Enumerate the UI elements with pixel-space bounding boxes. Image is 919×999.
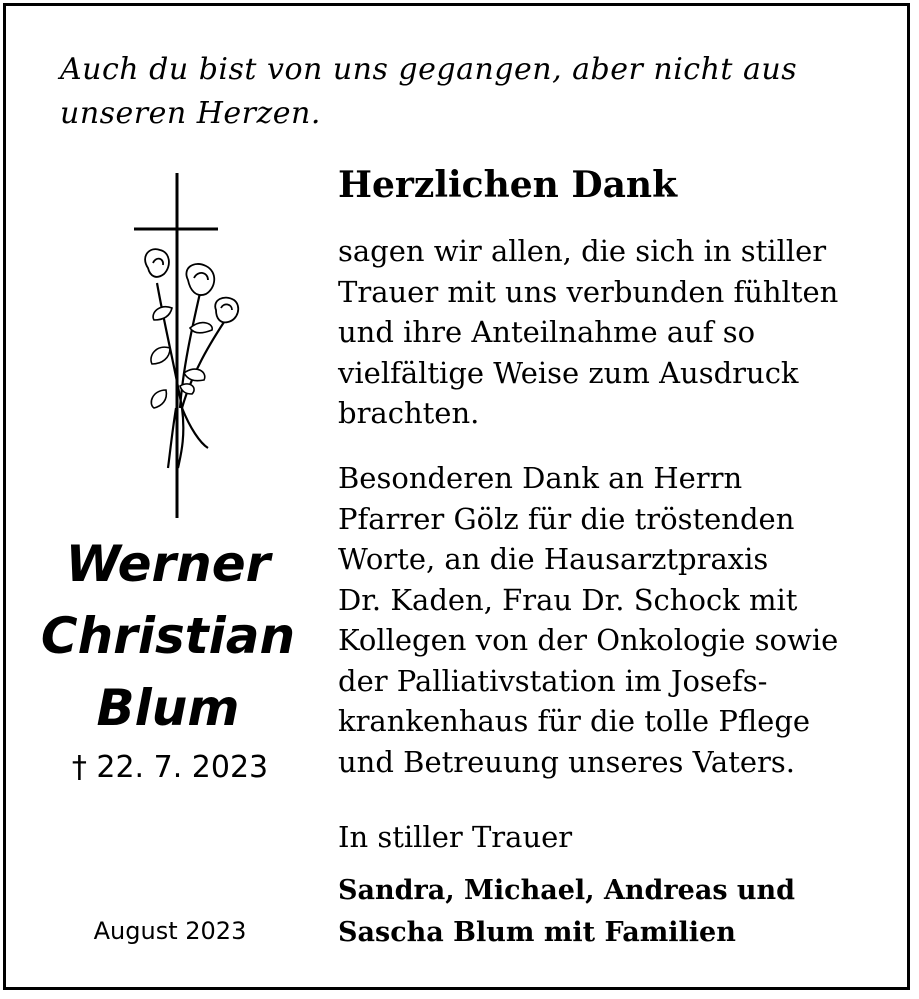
signer-line: Sandra, Michael, Andreas und [338, 875, 796, 906]
text-line: krankenhaus für die tolle Pflege [338, 704, 811, 738]
text-line: Dr. Kaden, Frau Dr. Schock mit [338, 582, 798, 617]
mourning-phrase: In stiller Trauer [338, 820, 573, 854]
deceased-first-name: Werner [65, 535, 271, 593]
text-line: und Betreuung unseres Vaters. [338, 744, 795, 779]
thanks-paragraph [338, 231, 898, 434]
deceased-name [18, 528, 318, 744]
text-line: sagen wir allen, die sich in stiller [338, 234, 827, 268]
text-line: brachten. [338, 396, 480, 430]
text-line: Besonderen Dank an Herrn [338, 461, 743, 495]
text-line: vielfältige Weise zum Ausdruck [338, 355, 799, 390]
text-line: Trauer mit uns verbunden fühlten [338, 274, 839, 309]
signer-line: Sascha Blum mit Familien [338, 917, 736, 948]
deceased-last-name: Blum [96, 679, 240, 737]
text-line: Pfarrer Gölz für die tröstenden [338, 501, 795, 536]
text-line: der Palliativstation im Josefs- [338, 663, 768, 698]
text-line: Worte, an die Hausarztpraxis [338, 542, 769, 576]
quote-line: unseren Herzen. [60, 96, 321, 131]
thanks-heading: Herzlichen Dank [338, 164, 678, 206]
cross-with-roses-icon [120, 168, 240, 523]
memorial-quote [60, 48, 860, 136]
special-thanks-paragraph [338, 458, 898, 782]
quote-line: Auch du bist von uns gegangen, aber nicht aus [60, 52, 798, 87]
publication-date: August 2023 [93, 917, 247, 945]
signers [338, 870, 898, 954]
text-line: Kollegen von der Onkologie sowie [338, 623, 839, 657]
deceased-middle-name: Christian [40, 607, 296, 665]
text-line: und ihre Anteilnahme auf so [338, 315, 756, 349]
death-date: † 22. 7. 2023 [71, 750, 269, 785]
